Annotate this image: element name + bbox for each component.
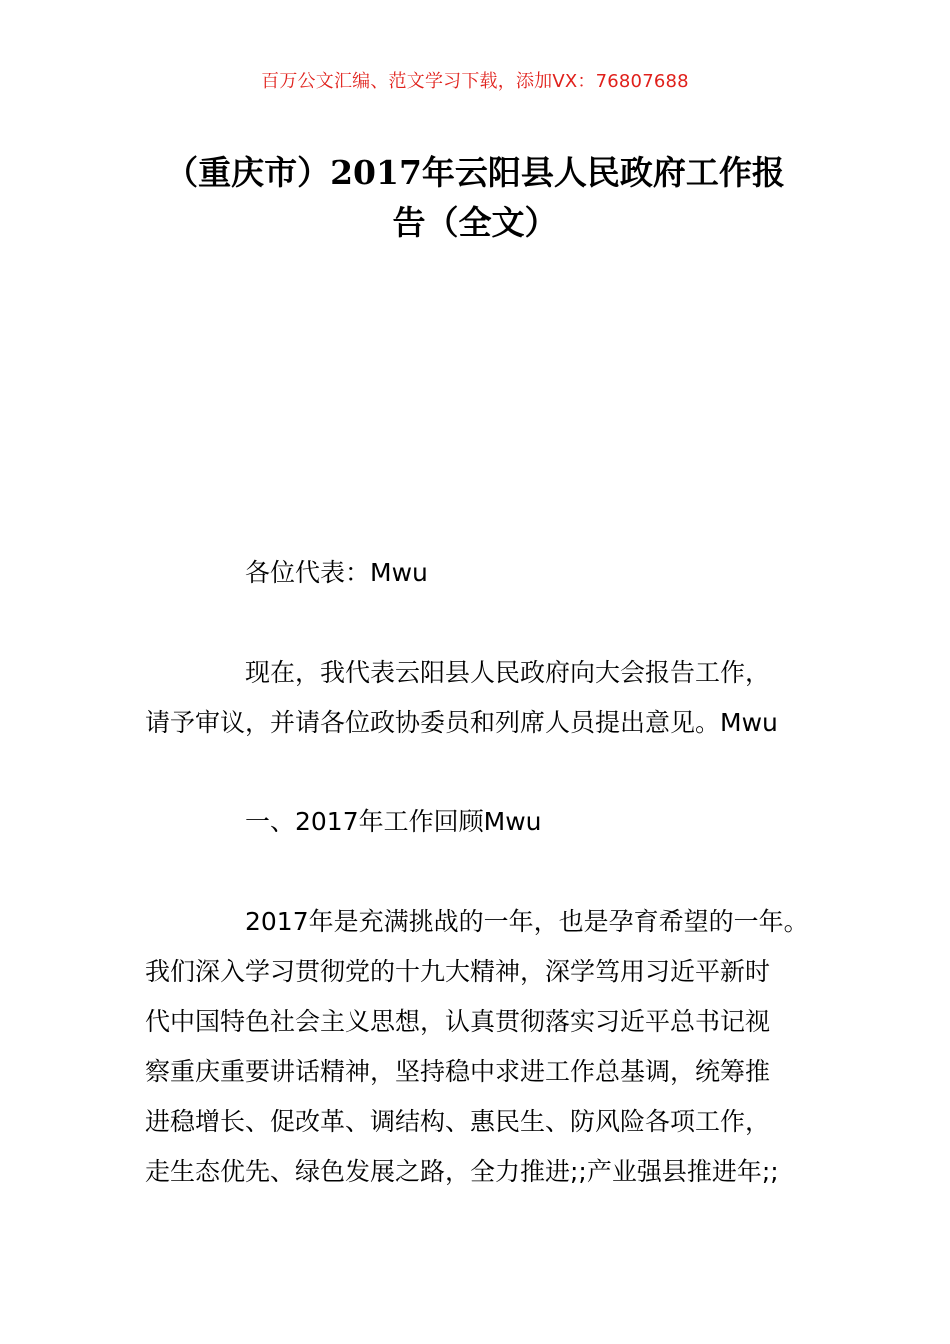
review-line-4: 察重庆重要讲话精神，坚持稳中求进工作总基调，统筹推: [145, 1057, 771, 1086]
document-title-line-2: 告（全文）: [392, 203, 558, 242]
document-title-line-1: （重庆市）2017年云阳县人民政府工作报: [165, 153, 785, 192]
review-paragraph: [145, 897, 835, 1197]
review-line-3: 代中国特色社会主义思想，认真贯彻落实习近平总书记视: [145, 1007, 771, 1036]
intro-line-1: 现在，我代表云阳县人民政府向大会报告工作，: [245, 658, 771, 687]
review-line-6: 走生态优先、绿色发展之路，全力推进;;产业强县推进年;;: [145, 1157, 779, 1186]
review-line-2: 我们深入学习贯彻党的十九大精神，深学笃用习近平新时: [145, 957, 771, 986]
intro-line-2: 请予审议，并请各位政协委员和列席人员提出意见。Mwu: [145, 708, 778, 737]
section-heading: 一、2017年工作回顾Mwu: [245, 807, 542, 836]
review-line-5: 进稳增长、促改革、调结构、惠民生、防风险各项工作，: [145, 1107, 771, 1136]
salutation-paragraph: 各位代表：Mwu: [245, 558, 428, 587]
document-title: [120, 148, 830, 248]
header-ad-note: 百万公文汇编、范文学习下载，添加VX：76807688: [261, 71, 689, 92]
review-line-1: 2017年是充满挑战的一年，也是孕育希望的一年。: [245, 907, 809, 936]
intro-paragraph: [145, 648, 835, 748]
